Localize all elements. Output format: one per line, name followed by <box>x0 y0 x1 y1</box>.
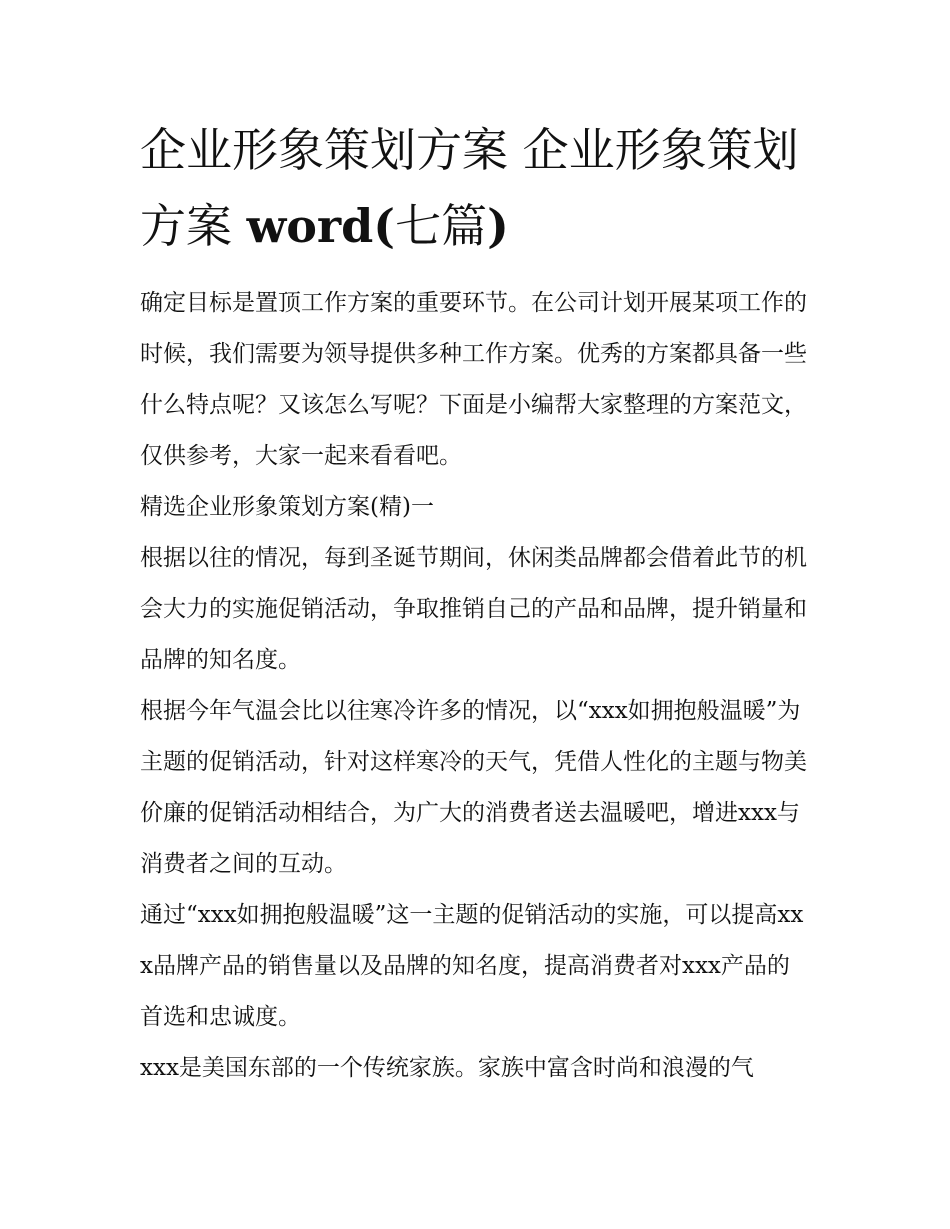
body-paragraph: 根据今年气温会比以往寒冷许多的情况，以“xxx如拥抱般温暖”为主题的促销活动，针对这样寒冷的天气，凭借人性化的主题与物美价廉的促销活动相结合，为广大的消费者送去温暖吧，增进xxx与消费者之间的互动。 <box>140 698 807 877</box>
intro-paragraph: 确定目标是置顶工作方案的重要环节。在公司计划开展某项工作的时候，我们需要为领导提供多种工作方案。优秀的方案都具备一些什么特点呢？又该怎么写呢？下面是小编帮大家整理的方案范文，仅供参考，大家一起来看看吧。 <box>140 290 807 469</box>
title-text-seven: 七篇 <box>395 199 488 253</box>
title-text-close-paren: ) <box>487 199 509 253</box>
title-text-cjk: 企业形象策划方案 企业形象策划方案 <box>140 123 799 253</box>
body-paragraph: xxx是美国东部的一个传统家族。家族中富含时尚和浪漫的气 <box>140 1055 754 1081</box>
document-title <box>140 112 812 264</box>
body-paragraph: 通过“xxx如拥抱般温暖”这一主题的促销活动的实施，可以提高xxx品牌产品的销售量以及品牌的知名度，提高消费者对xxx产品的首选和忠诚度。 <box>140 902 804 1030</box>
document-page <box>140 112 812 1094</box>
section-heading-one: 精选企业形象策划方案(精)一 <box>140 494 434 520</box>
title-text-word: word( <box>246 199 396 253</box>
body-paragraph: 根据以往的情况，每到圣诞节期间，休闲类品牌都会借着此节的机会大力的实施促销活动，争取推销自己的产品和品牌，提升销量和品牌的知名度。 <box>140 545 807 673</box>
